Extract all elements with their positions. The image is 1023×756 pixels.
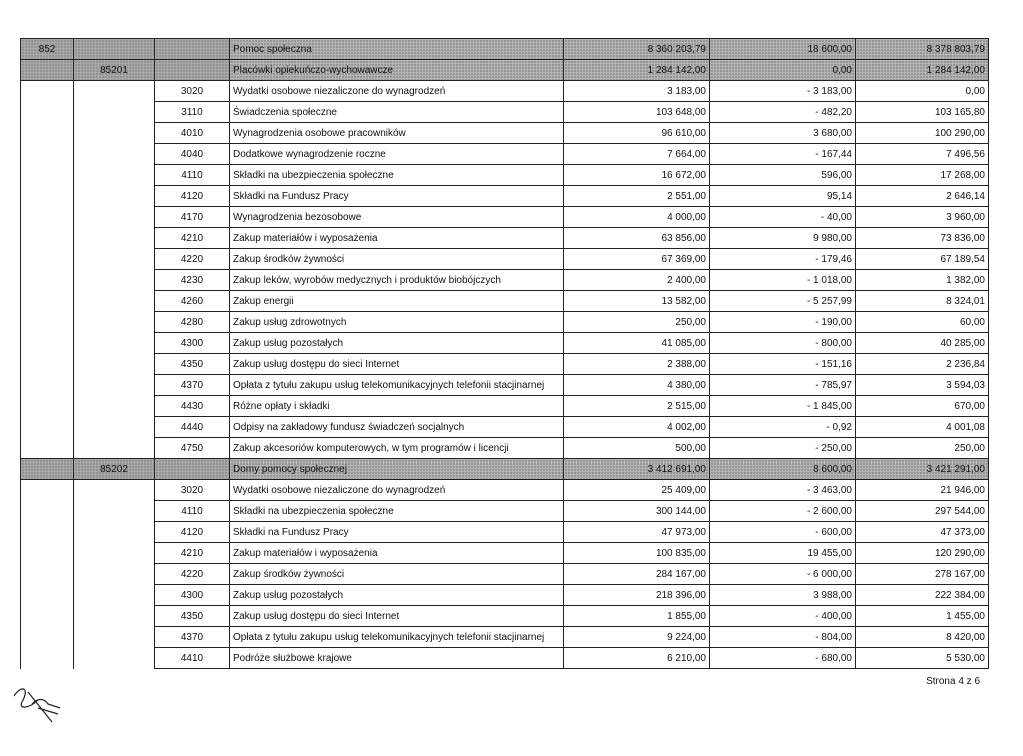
cell-name: Wydatki osobowe niezaliczone do wynagrodzeń — [230, 480, 564, 501]
cell-plan: 4 380,00 — [564, 375, 710, 396]
cell-paragraf: 4350 — [155, 354, 230, 375]
table-row — [21, 207, 989, 228]
cell-rozdzial — [74, 585, 155, 606]
cell-after: 60,00 — [856, 312, 989, 333]
cell-change: - 482,20 — [710, 102, 856, 123]
cell-dzial — [21, 480, 74, 501]
cell-dzial: 852 — [21, 39, 74, 60]
budget-table-body — [21, 39, 989, 669]
table-row — [21, 585, 989, 606]
cell-change: - 400,00 — [710, 606, 856, 627]
cell-name: Opłata z tytułu zakupu usług telekomunikacyjnych telefonii stacjinarnej — [230, 627, 564, 648]
cell-paragraf: 4230 — [155, 270, 230, 291]
cell-rozdzial — [74, 438, 155, 459]
cell-name: Zakup usług pozostałych — [230, 585, 564, 606]
cell-after: 1 455,00 — [856, 606, 989, 627]
table-row — [21, 543, 989, 564]
table-row — [21, 480, 989, 501]
cell-dzial — [21, 396, 74, 417]
cell-dzial — [21, 522, 74, 543]
cell-rozdzial — [74, 249, 155, 270]
cell-after: 2 646,14 — [856, 186, 989, 207]
cell-dzial — [21, 375, 74, 396]
cell-dzial — [21, 165, 74, 186]
cell-paragraf: 4040 — [155, 144, 230, 165]
cell-paragraf: 3020 — [155, 480, 230, 501]
cell-plan: 9 224,00 — [564, 627, 710, 648]
cell-change: - 3 463,00 — [710, 480, 856, 501]
cell-paragraf: 4280 — [155, 312, 230, 333]
cell-change: - 785,97 — [710, 375, 856, 396]
cell-dzial — [21, 459, 74, 480]
cell-after: 100 290,00 — [856, 123, 989, 144]
cell-plan: 96 610,00 — [564, 123, 710, 144]
cell-rozdzial: 85202 — [74, 459, 155, 480]
cell-change: - 800,00 — [710, 333, 856, 354]
cell-dzial — [21, 270, 74, 291]
cell-paragraf — [155, 459, 230, 480]
table-row — [21, 270, 989, 291]
cell-rozdzial — [74, 543, 155, 564]
cell-plan: 41 085,00 — [564, 333, 710, 354]
table-row — [21, 501, 989, 522]
cell-change: - 600,00 — [710, 522, 856, 543]
cell-change: - 1 018,00 — [710, 270, 856, 291]
cell-after: 670,00 — [856, 396, 989, 417]
cell-after: 1 284 142,00 — [856, 60, 989, 81]
cell-dzial — [21, 60, 74, 81]
cell-name: Opłata z tytułu zakupu usług telekomunikacyjnych telefonii stacjinarnej — [230, 375, 564, 396]
table-row — [21, 606, 989, 627]
cell-change: 19 455,00 — [710, 543, 856, 564]
cell-paragraf: 4110 — [155, 165, 230, 186]
cell-name: Zakup akcesoriów komputerowych, w tym programów i licencji — [230, 438, 564, 459]
cell-after: 8 378 803,79 — [856, 39, 989, 60]
cell-after: 8 420,00 — [856, 627, 989, 648]
cell-paragraf: 4440 — [155, 417, 230, 438]
cell-name: Zakup materiałów i wyposażenia — [230, 543, 564, 564]
cell-name: Różne opłaty i składki — [230, 396, 564, 417]
cell-paragraf: 4370 — [155, 375, 230, 396]
cell-dzial — [21, 207, 74, 228]
cell-after: 222 384,00 — [856, 585, 989, 606]
cell-plan: 4 000,00 — [564, 207, 710, 228]
cell-dzial — [21, 228, 74, 249]
cell-plan: 300 144,00 — [564, 501, 710, 522]
cell-dzial — [21, 543, 74, 564]
table-row — [21, 627, 989, 648]
cell-change: - 5 257,99 — [710, 291, 856, 312]
cell-name: Zakup usług dostępu do sieci Internet — [230, 354, 564, 375]
cell-dzial — [21, 81, 74, 102]
cell-name: Zakup energii — [230, 291, 564, 312]
cell-rozdzial — [74, 564, 155, 585]
cell-change: - 2 600,00 — [710, 501, 856, 522]
cell-change: - 680,00 — [710, 648, 856, 669]
cell-after: 7 496,56 — [856, 144, 989, 165]
cell-rozdzial — [74, 522, 155, 543]
cell-change: 9 980,00 — [710, 228, 856, 249]
cell-paragraf: 3020 — [155, 81, 230, 102]
cell-plan: 100 835,00 — [564, 543, 710, 564]
cell-name: Zakup usług dostępu do sieci Internet — [230, 606, 564, 627]
table-row — [21, 396, 989, 417]
table-row — [21, 375, 989, 396]
handwritten-signature — [8, 678, 68, 728]
budget-table — [20, 38, 989, 669]
cell-name: Dodatkowe wynagrodzenie roczne — [230, 144, 564, 165]
cell-change: 95,14 — [710, 186, 856, 207]
cell-after: 278 167,00 — [856, 564, 989, 585]
cell-rozdzial — [74, 312, 155, 333]
table-row — [21, 165, 989, 186]
table-row — [21, 438, 989, 459]
cell-change: - 3 183,00 — [710, 81, 856, 102]
cell-change: 0,00 — [710, 60, 856, 81]
cell-plan: 1 855,00 — [564, 606, 710, 627]
cell-rozdzial — [74, 480, 155, 501]
cell-paragraf: 4110 — [155, 501, 230, 522]
cell-after: 5 530,00 — [856, 648, 989, 669]
cell-plan: 250,00 — [564, 312, 710, 333]
cell-change: 8 600,00 — [710, 459, 856, 480]
cell-after: 67 189,54 — [856, 249, 989, 270]
cell-dzial — [21, 312, 74, 333]
cell-plan: 25 409,00 — [564, 480, 710, 501]
table-row-rozdzial — [21, 459, 989, 480]
cell-paragraf: 4210 — [155, 228, 230, 249]
cell-after: 297 544,00 — [856, 501, 989, 522]
cell-change: - 804,00 — [710, 627, 856, 648]
cell-plan: 6 210,00 — [564, 648, 710, 669]
cell-name: Zakup materiałów i wyposażenia — [230, 228, 564, 249]
table-row-rozdzial — [21, 60, 989, 81]
cell-rozdzial — [74, 186, 155, 207]
cell-rozdzial: 85201 — [74, 60, 155, 81]
cell-name: Zakup usług pozostałych — [230, 333, 564, 354]
cell-plan: 2 400,00 — [564, 270, 710, 291]
cell-dzial — [21, 354, 74, 375]
cell-after: 103 165,80 — [856, 102, 989, 123]
cell-plan: 47 973,00 — [564, 522, 710, 543]
cell-change: - 6 000,00 — [710, 564, 856, 585]
cell-paragraf: 4120 — [155, 186, 230, 207]
cell-name: Pomoc społeczna — [230, 39, 564, 60]
cell-dzial — [21, 585, 74, 606]
cell-name: Podróże służbowe krajowe — [230, 648, 564, 669]
cell-after: 3 594,03 — [856, 375, 989, 396]
cell-after: 3 960,00 — [856, 207, 989, 228]
cell-rozdzial — [74, 102, 155, 123]
cell-rozdzial — [74, 39, 155, 60]
cell-after: 0,00 — [856, 81, 989, 102]
cell-plan: 16 672,00 — [564, 165, 710, 186]
cell-dzial — [21, 186, 74, 207]
cell-rozdzial — [74, 648, 155, 669]
cell-plan: 1 284 142,00 — [564, 60, 710, 81]
cell-plan: 13 582,00 — [564, 291, 710, 312]
cell-dzial — [21, 102, 74, 123]
cell-after: 17 268,00 — [856, 165, 989, 186]
cell-change: - 190,00 — [710, 312, 856, 333]
table-row — [21, 333, 989, 354]
cell-name: Składki na Fundusz Pracy — [230, 522, 564, 543]
cell-after: 120 290,00 — [856, 543, 989, 564]
cell-rozdzial — [74, 291, 155, 312]
cell-rozdzial — [74, 417, 155, 438]
cell-name: Zakup środków żywności — [230, 564, 564, 585]
cell-after: 73 836,00 — [856, 228, 989, 249]
cell-change: - 1 845,00 — [710, 396, 856, 417]
cell-rozdzial — [74, 354, 155, 375]
cell-dzial — [21, 501, 74, 522]
table-row — [21, 312, 989, 333]
cell-paragraf: 4370 — [155, 627, 230, 648]
cell-rozdzial — [74, 123, 155, 144]
table-row — [21, 522, 989, 543]
table-row — [21, 228, 989, 249]
cell-name: Placówki opiekuńczo-wychowawcze — [230, 60, 564, 81]
cell-change: - 0,92 — [710, 417, 856, 438]
cell-rozdzial — [74, 270, 155, 291]
cell-name: Składki na Fundusz Pracy — [230, 186, 564, 207]
cell-rozdzial — [74, 396, 155, 417]
table-row — [21, 354, 989, 375]
cell-paragraf: 4010 — [155, 123, 230, 144]
table-row — [21, 564, 989, 585]
cell-plan: 63 856,00 — [564, 228, 710, 249]
cell-dzial — [21, 627, 74, 648]
cell-paragraf: 4430 — [155, 396, 230, 417]
cell-change: 596,00 — [710, 165, 856, 186]
cell-rozdzial — [74, 333, 155, 354]
cell-change: - 151,16 — [710, 354, 856, 375]
table-row — [21, 81, 989, 102]
cell-plan: 103 648,00 — [564, 102, 710, 123]
cell-paragraf: 4350 — [155, 606, 230, 627]
cell-rozdzial — [74, 228, 155, 249]
cell-after: 4 001,08 — [856, 417, 989, 438]
cell-dzial — [21, 249, 74, 270]
cell-name: Składki na ubezpieczenia społeczne — [230, 165, 564, 186]
cell-rozdzial — [74, 606, 155, 627]
cell-after: 3 421 291,00 — [856, 459, 989, 480]
cell-change: - 179,46 — [710, 249, 856, 270]
cell-after: 47 373,00 — [856, 522, 989, 543]
table-row — [21, 648, 989, 669]
cell-rozdzial — [74, 81, 155, 102]
table-row — [21, 417, 989, 438]
cell-dzial — [21, 438, 74, 459]
cell-plan: 500,00 — [564, 438, 710, 459]
cell-name: Wynagrodzenia bezosobowe — [230, 207, 564, 228]
table-row — [21, 249, 989, 270]
cell-plan: 284 167,00 — [564, 564, 710, 585]
cell-name: Wynagrodzenia osobowe pracowników — [230, 123, 564, 144]
cell-dzial — [21, 291, 74, 312]
cell-paragraf: 4170 — [155, 207, 230, 228]
cell-change: 18 600,00 — [710, 39, 856, 60]
cell-dzial — [21, 144, 74, 165]
cell-after: 2 236,84 — [856, 354, 989, 375]
cell-change: - 250,00 — [710, 438, 856, 459]
cell-rozdzial — [74, 375, 155, 396]
cell-dzial — [21, 648, 74, 669]
cell-rozdzial — [74, 627, 155, 648]
cell-dzial — [21, 564, 74, 585]
cell-plan: 2 515,00 — [564, 396, 710, 417]
cell-plan: 3 183,00 — [564, 81, 710, 102]
table-row — [21, 186, 989, 207]
cell-paragraf: 4220 — [155, 249, 230, 270]
cell-name: Wydatki osobowe niezaliczone do wynagrodzeń — [230, 81, 564, 102]
table-row-dzial — [21, 39, 989, 60]
cell-plan: 4 002,00 — [564, 417, 710, 438]
cell-after: 250,00 — [856, 438, 989, 459]
cell-plan: 2 551,00 — [564, 186, 710, 207]
cell-paragraf — [155, 60, 230, 81]
cell-paragraf: 3110 — [155, 102, 230, 123]
cell-paragraf: 4750 — [155, 438, 230, 459]
cell-dzial — [21, 123, 74, 144]
cell-rozdzial — [74, 144, 155, 165]
cell-rozdzial — [74, 207, 155, 228]
cell-dzial — [21, 417, 74, 438]
cell-name: Zakup usług zdrowotnych — [230, 312, 564, 333]
cell-plan: 7 664,00 — [564, 144, 710, 165]
table-row — [21, 102, 989, 123]
cell-change: - 167,44 — [710, 144, 856, 165]
cell-name: Odpisy na zakładowy fundusz świadczeń socjalnych — [230, 417, 564, 438]
cell-plan: 218 396,00 — [564, 585, 710, 606]
cell-after: 8 324,01 — [856, 291, 989, 312]
cell-dzial — [21, 333, 74, 354]
cell-paragraf: 4210 — [155, 543, 230, 564]
cell-paragraf: 4410 — [155, 648, 230, 669]
cell-after: 40 285,00 — [856, 333, 989, 354]
table-row — [21, 123, 989, 144]
cell-plan: 3 412 691,00 — [564, 459, 710, 480]
cell-rozdzial — [74, 501, 155, 522]
cell-name: Świadczenia społeczne — [230, 102, 564, 123]
cell-rozdzial — [74, 165, 155, 186]
cell-name: Zakup środków żywności — [230, 249, 564, 270]
cell-after: 21 946,00 — [856, 480, 989, 501]
cell-change: - 40,00 — [710, 207, 856, 228]
cell-plan: 2 388,00 — [564, 354, 710, 375]
cell-name: Domy pomocy społecznej — [230, 459, 564, 480]
cell-change: 3 988,00 — [710, 585, 856, 606]
table-row — [21, 291, 989, 312]
cell-paragraf: 4120 — [155, 522, 230, 543]
table-row — [21, 144, 989, 165]
cell-paragraf: 4260 — [155, 291, 230, 312]
cell-after: 1 382,00 — [856, 270, 989, 291]
cell-paragraf: 4220 — [155, 564, 230, 585]
cell-paragraf: 4300 — [155, 333, 230, 354]
cell-change: 3 680,00 — [710, 123, 856, 144]
cell-plan: 67 369,00 — [564, 249, 710, 270]
cell-dzial — [21, 606, 74, 627]
cell-paragraf — [155, 39, 230, 60]
cell-plan: 8 360 203,79 — [564, 39, 710, 60]
cell-paragraf: 4300 — [155, 585, 230, 606]
page-number: Strona 4 z 6 — [926, 676, 980, 687]
cell-name: Składki na ubezpieczenia społeczne — [230, 501, 564, 522]
cell-name: Zakup leków, wyrobów medycznych i produktów biobójczych — [230, 270, 564, 291]
